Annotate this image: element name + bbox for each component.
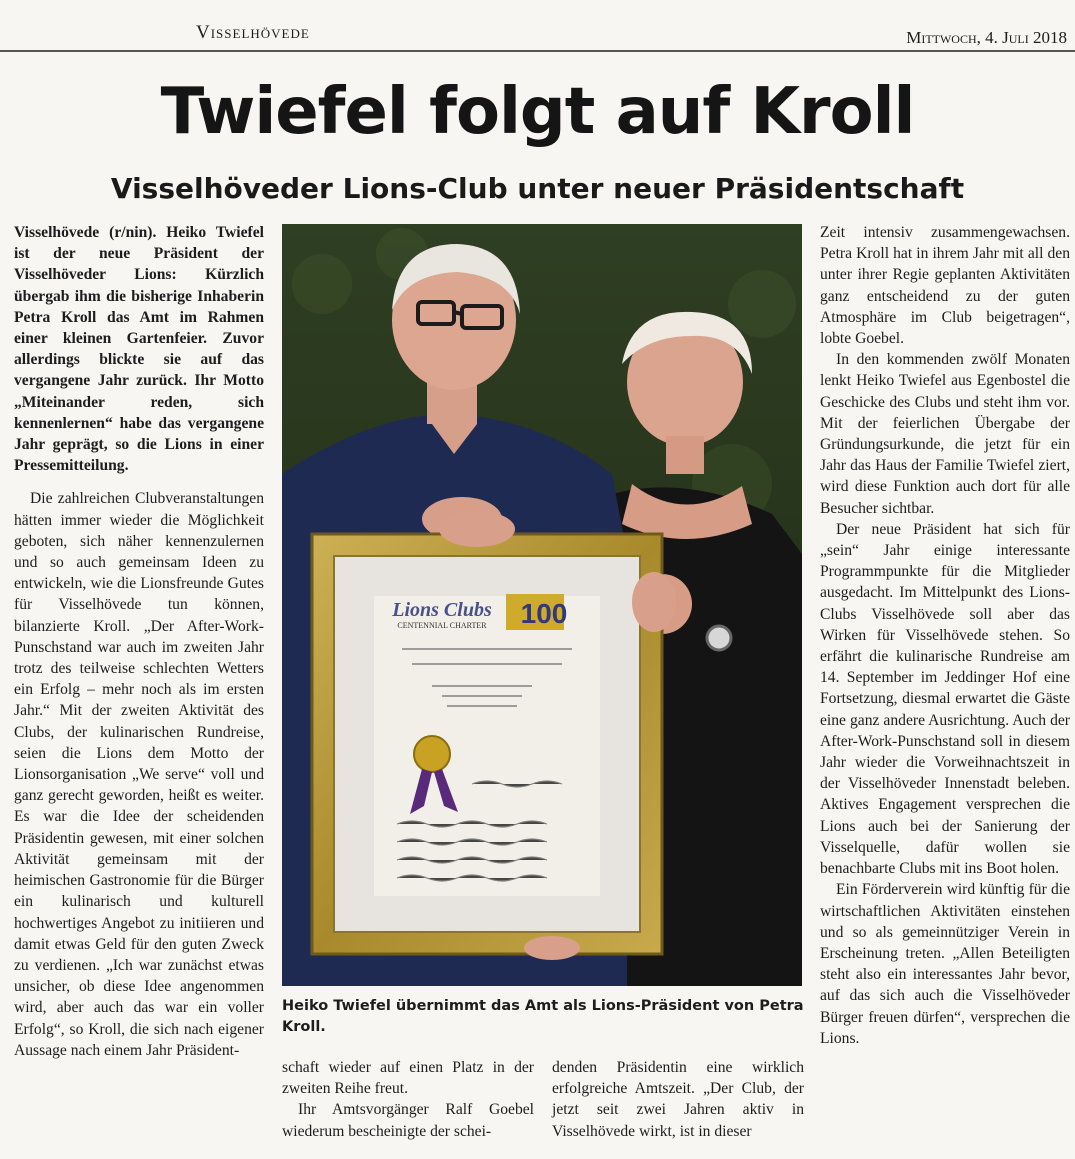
article-paragraph: Ihr Amtsvorgänger Ralf Goebel wiederum bescheinigte der schei-	[282, 1101, 534, 1140]
article-photo	[282, 224, 802, 986]
issue-date: Mittwoch, 4. Juli 2018	[906, 28, 1067, 47]
certificate-number: 100	[520, 598, 568, 629]
article-paragraph: schaft wieder auf einen Platz in der zweiten Reihe freut.	[282, 1059, 534, 1098]
certificate-subtitle: CENTENNIAL CHARTER	[397, 621, 487, 630]
page-header	[0, 0, 1075, 48]
article-paragraph: Die zahlreichen Clubveranstaltungen hätten immer wieder die Möglichkeit geboten, sich näher kennenzulernen und so auch gemeinsam Ideen zu entwickeln, wie die Lionsfreunde Gutes für Visselhövede tun können, bilanzierte Kroll. „Der After-Work-Punschstand war auch im zweiten Jahr trotz des teilweise schlechten Wetters ein Erfolg – mehr noch als im ersten Jahr.“ Mit der zweiten Aktivität des Clubs, der kulinarischen Rundreise, seien die Lions dem Motto der Lionsorganisation „We serve“ voll und ganz gerecht geworden, heißt es weiter. Es war die Idee der scheidenden Präsidentin gewesen, mit einer solchen Aktivität gemeinsam mit der heimischen Gastronomie für die Bürger ein kulinarisch und kulturell hochwertiges Angebot zu initiieren und damit etwas Geld für den guten Zweck zu verdienen. „Ich war zunächst etwas unsicher, ob diese Idee angenommen wird, aber auch das war ein voller Erfolg“, so Kroll, die sich nach eigener Aussage nach einem Jahr Präsident-	[14, 490, 264, 1059]
certificate-frame	[312, 534, 662, 954]
photo-illustration	[282, 224, 802, 986]
article-column-3	[552, 1057, 804, 1142]
section-name: Visselhövede	[196, 22, 310, 43]
article-column-2	[282, 1057, 534, 1142]
subheadline: Visselhöveder Lions-Club unter neuer Präsidentschaft	[110, 172, 965, 205]
article-paragraph: denden Präsidentin eine wirklich erfolgreiche Amtszeit. „Der Club, der jetzt seit zwei Jahren aktiv in Visselhövede wirkt, ist in dieser	[552, 1059, 804, 1140]
hand	[632, 572, 676, 632]
certificate-seal	[414, 736, 450, 772]
article-lead: Visselhövede (r/nin). Heiko Twiefel ist der neue Präsident der Visselhöveder Lions: Kürzlich übergab ihm die bisherige Inhaberin Petra Kroll das Amt im Rahmen einer kleinen Gartenfeier. Zuvor allerdings blickte sie auf das vergangene Jahr zurück. Ihr Motto „Miteinander reden, sich kennenlernen“ habe das vergangene Jahr geprägt, so die Lions in einer Pressemitteilung.	[14, 224, 264, 475]
article-paragraph: Zeit intensiv zusammengewachsen. Petra Kroll hat in ihrem Jahr mit all den unter ihrer Regie geplanten Aktivitäten ganz entscheidend zu der guten Atmosphäre im Club beigetragen“, lobte Goebel.	[820, 224, 1070, 348]
article-column-4	[820, 222, 1070, 1049]
article-paragraph: Ein Förderverein wird künftig für die wirtschaftlichen Aktivitäten einstehen und so als gemeinnütziger Verein in Erscheinung treten. „Allen Beteiligten steht also ein interessantes Jahr bevor, auf das sich auch die Visselhöveder Bürger freuen dürfen“, versprechen die Lions.	[820, 881, 1070, 1047]
hand	[439, 511, 515, 547]
certificate-title: Lions Clubs	[392, 599, 492, 621]
headline: Twiefel folgt auf Kroll	[160, 75, 915, 149]
hand	[524, 936, 580, 960]
photo-caption: Heiko Twiefel übernimmt das Amt als Lions-Präsident von Petra Kroll.	[282, 998, 804, 1035]
article-paragraph: Der neue Präsident hat sich für „sein“ Jahr einige interessante Programmpunkte für die Mitglieder ausgedacht. Im Mittelpunkt des Lions-Clubs Visselhövede soll aber das Wirken für Visselhövede stehen. So erfährt die kulinarische Rundreise am 14. September im Jeddinger Hof eine Fortsetzung, diesmal erwartet die Gäste eine ganz andere Ausrichtung. Auch der After-Work-Punschstand soll in diesem Jahr wieder die Vorweihnachtszeit in der Visselhöveder Innenstadt beleben. Aktives Engagement versprechen die Lions auch bei der Sanierung der Visselquelle, dafür wollen sie benachbarte Clubs mit ins Boot holen.	[820, 520, 1070, 878]
article-paragraph: In den kommenden zwölf Monaten lenkt Heiko Twiefel aus Egenbostel die Geschicke des Clubs und steht ihm vor. Mit der feierlichen Übergabe der Gründungsurkunde, die jetzt für ein Jahr das Haus der Familie Twiefel ziert, wird diese Funktion auch dort für alle Besucher sichtbar.	[820, 351, 1070, 517]
article-column-1	[14, 222, 264, 1061]
header-rule	[0, 50, 1075, 52]
